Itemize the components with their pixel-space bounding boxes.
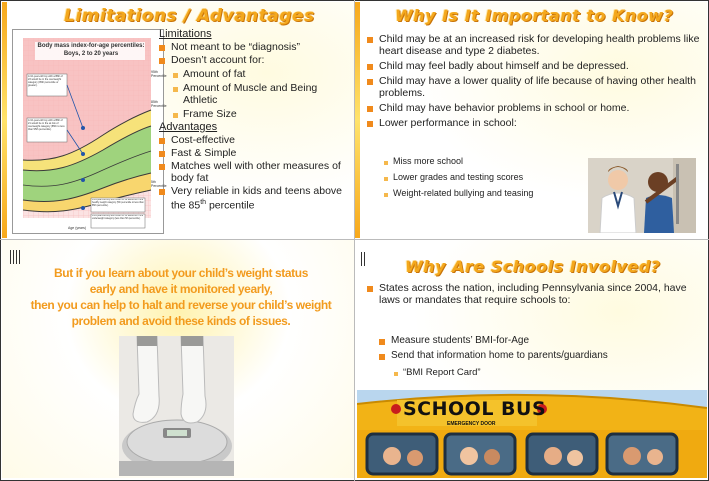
- chart-title-line1: Body mass index-for-age percentiles:: [37, 43, 145, 49]
- importance-item: Child may feel badly about himself and be depressed.: [367, 60, 702, 72]
- scale-photo: [119, 336, 234, 476]
- schools-sublist: [379, 335, 699, 362]
- slide-accent-bar: [355, 2, 360, 238]
- slide-limitations-advantages: [2, 2, 354, 238]
- school-subitem: Miss more school: [383, 156, 593, 167]
- advantage-sup: th: [200, 199, 207, 206]
- advantages-heading: Advantages: [159, 121, 218, 133]
- slide-marker: [10, 250, 20, 264]
- message-line: But if you learn about your child’s weight status: [54, 266, 308, 280]
- slide-title: Why Are Schools Involved?: [405, 257, 661, 276]
- chart-note-mid: A 10-year-old boy with a BMI of 21 would be in the at risk of overweight category (85th to less than 95th percentile).: [28, 119, 65, 131]
- doctor-child-photo: [588, 158, 696, 233]
- slide-learn-early: [2, 240, 354, 478]
- divider-vertical: [354, 0, 355, 481]
- slide-title: Limitations / Advantages: [64, 6, 315, 26]
- importance-item: Child may have behavior problems in school or home.: [367, 102, 702, 114]
- advantages-list: [159, 134, 349, 212]
- chart-title-line2: Boys, 2 to 20 years: [63, 51, 119, 57]
- limitation-subitem: Frame Size: [171, 108, 349, 120]
- message-line: problem and avoid these kinds of issues.: [71, 314, 291, 328]
- limitations-advantages-text: [159, 28, 349, 212]
- slide-accent-bar: [2, 2, 7, 238]
- advantage-item: Cost-effective: [159, 134, 349, 146]
- school-sublist: [383, 154, 593, 199]
- schools-list: [367, 282, 697, 306]
- schools-subsubitem: “BMI Report Card”: [393, 367, 593, 379]
- schools-item: States across the nation, including Pennsylvania since 2004, have laws or mandates that require schools to:: [367, 282, 697, 306]
- chart-note-bottom2: A 10-year-old boy with a BMI of 13 would be in the underweight category (less than 5th percentile).: [92, 215, 144, 220]
- slide-why-important: [355, 2, 707, 238]
- slide-why-schools: [355, 240, 707, 478]
- slide-title: Why Is It Important to Know?: [395, 6, 674, 25]
- advantage-item: Matches well with other measures of body fat: [159, 160, 349, 184]
- chart-label-5: 5th Percentile: [151, 180, 167, 188]
- bus-sub-sign: EMERGENCY DOOR: [447, 421, 496, 427]
- learn-message: [16, 265, 346, 329]
- doctor-child-graphic: [588, 158, 696, 233]
- schools-subitem: Send that information home to parents/guardians: [379, 350, 699, 362]
- divider-horizontal: [0, 239, 709, 240]
- limitation-text: Doesn’t account for:: [171, 54, 265, 66]
- importance-item: Lower performance in school:: [367, 117, 702, 129]
- limitation-item: [159, 41, 349, 53]
- advantage-item: [159, 185, 349, 212]
- advantage-item: Fast & Simple: [159, 147, 349, 159]
- chart-note-top: A 10-year-old boy with a BMI of 23 would be in the overweight category (95th percentile or greater).: [28, 75, 63, 87]
- school-subitem: Weight-related bullying and teasing: [383, 188, 593, 199]
- schools-subsublist: [393, 367, 593, 379]
- school-subitem: Lower grades and testing scores: [383, 172, 593, 183]
- limitation-item: [159, 54, 349, 120]
- slide-marker: [361, 252, 365, 266]
- limitations-heading: Limitations: [159, 28, 212, 40]
- advantage-text: Very reliable in kids and teens above the 85: [171, 185, 343, 212]
- limitation-subitem: Amount of fat: [171, 68, 349, 80]
- chart-xlabel: Age (years): [68, 226, 87, 230]
- limitations-list: [159, 41, 349, 120]
- limitation-subitem: Amount of Muscle and Being Athletic: [171, 82, 349, 106]
- advantage-text-end: percentile: [206, 199, 255, 212]
- bmi-chart: [12, 29, 167, 234]
- limitation-text: Not meant to be “diagnosis”: [171, 41, 300, 53]
- chart-label-95: 95th Percentile: [151, 70, 167, 78]
- bus-sign: SCHOOL BUS: [403, 398, 547, 420]
- message-line: early and have it monitored yearly,: [89, 282, 273, 296]
- scale-graphic: [119, 336, 234, 476]
- chart-label-85: 85th Percentile: [151, 100, 167, 108]
- limitation-sublist: [171, 68, 349, 120]
- message-line: then you can help to halt and reverse your child’s weight: [30, 298, 332, 312]
- chart-note-bottom1: A 10-year-old boy with a BMI of 18 would be in the healthy weight category (5th percentile to less than 85th percentile).: [92, 199, 144, 207]
- importance-item: Child may have a lower quality of life because of having other health problems.: [367, 75, 702, 99]
- importance-item: Child may be at an increased risk for developing health problems like heart disease and type 2 diabetes.: [367, 33, 702, 57]
- school-bus-photo: [357, 390, 707, 478]
- importance-list: [367, 33, 702, 129]
- schools-subitem: Measure students’ BMI-for-Age: [379, 335, 699, 347]
- chart-title: [35, 42, 147, 58]
